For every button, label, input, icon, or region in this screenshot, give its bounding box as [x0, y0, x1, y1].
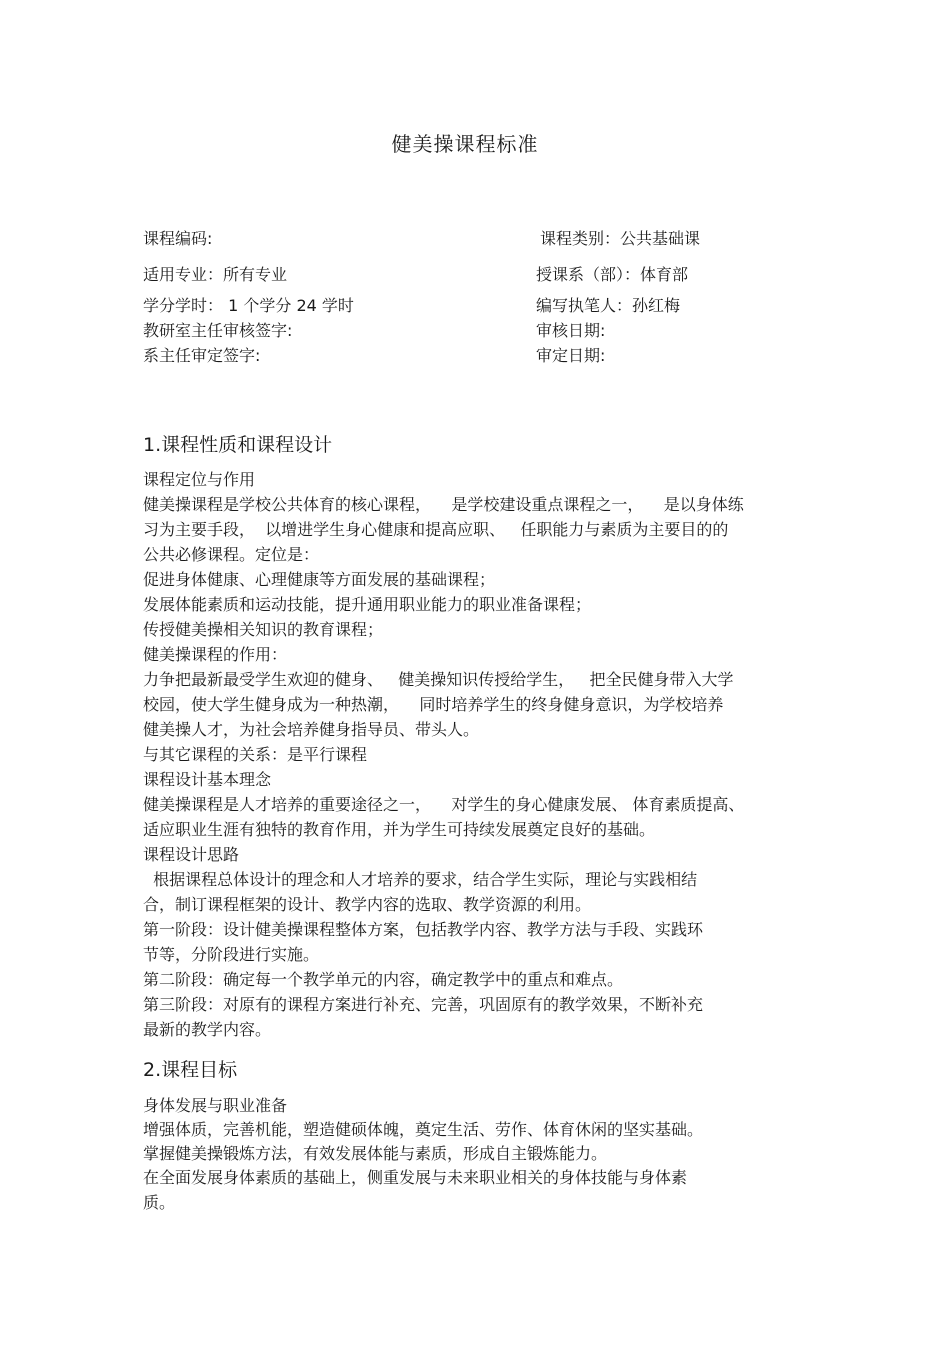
paragraph-line: 健美操课程的作用： — [143, 645, 288, 664]
paragraph-line: 合，制订课程框架的设计、教学内容的选取、教学资源的利用。 — [143, 895, 592, 914]
paragraph-line: 质。 — [143, 1193, 176, 1212]
review-date-field: 审核日期: — [536, 321, 606, 340]
paragraph-line: 与其它课程的关系：是平行课程 — [143, 745, 368, 764]
paragraph-line: 适应职业生涯有独特的教育作用，并为学生可持续发展奠定良好的基础。 — [143, 820, 656, 839]
paragraph-line: 促进身体健康、心理健康等方面发展的基础课程； — [143, 570, 496, 589]
paragraph-line: 增强体质，完善机能，塑造健硕体魄，奠定生活、劳作、体育休闲的坚实基础。 — [143, 1120, 704, 1139]
paragraph-line: 身体发展与职业准备 — [143, 1096, 288, 1115]
paragraph-line: 公共必修课程。定位是： — [143, 545, 320, 564]
course-code-field: 课程编码: — [143, 229, 213, 248]
paragraph-line: 第一阶段：设计健美操课程整体方案，包括教学内容、教学方法与手段、实践环 — [143, 920, 704, 939]
paragraph-line: 在全面发展身体素质的基础上，侧重发展与未来职业相关的身体技能与身体素 — [143, 1168, 688, 1187]
paragraph-line: 课程设计基本理念 — [143, 770, 272, 789]
paragraph-line: 第二阶段：确定每一个教学单元的内容，确定教学中的重点和难点。 — [143, 970, 624, 989]
author-field: 编写执笔人：孙红梅 — [536, 296, 681, 315]
section-heading: 2.课程目标 — [143, 1059, 238, 1081]
paragraph-line: 最新的教学内容。 — [143, 1020, 272, 1039]
paragraph-line: 根据课程总体设计的理念和人才培养的要求，结合学生实际，理论与实践相结 — [143, 870, 698, 889]
paragraph-line: 健美操课程是人才培养的重要途径之一， 对学生的身心健康发展、 体育素质提高、 — [143, 795, 745, 814]
paragraph-line: 传授健美操相关知识的教育课程； — [143, 620, 384, 639]
office-sign-field: 教研室主任审核签字: — [143, 321, 293, 340]
dean-sign-field: 系主任审定签字: — [143, 346, 261, 365]
credits-field: 学分学时： 1 个学分 24 学时 — [143, 296, 354, 315]
approve-date-field: 审定日期: — [536, 346, 606, 365]
paragraph-line: 课程设计思路 — [143, 845, 240, 864]
paragraph-line: 健美操人才，为社会培养健身指导员、带头人。 — [143, 720, 480, 739]
department-field: 授课系（部）：体育部 — [536, 265, 689, 284]
course-type-field: 课程类别：公共基础课 — [540, 229, 701, 248]
paragraph-line: 掌握健美操锻炼方法，有效发展体能与素质，形成自主锻炼能力。 — [143, 1144, 608, 1163]
major-field: 适用专业：所有专业 — [143, 265, 288, 284]
paragraph-line: 健美操课程是学校公共体育的核心课程， 是学校建设重点课程之一， 是以身体练 — [143, 495, 744, 514]
paragraph-line: 第三阶段：对原有的课程方案进行补充、完善，巩固原有的教学效果，不断补充 — [143, 995, 704, 1014]
paragraph-line: 力争把最新最受学生欢迎的健身、 健美操知识传授给学生， 把全民健身带入大学 — [143, 670, 734, 689]
paragraph-line: 发展体能素质和运动技能，提升通用职业能力的职业准备课程； — [143, 595, 592, 614]
paragraph-line: 校园，使大学生健身成为一种热潮， 同时培养学生的终身健身意识，为学校培养 — [143, 695, 724, 714]
paragraph-line: 课程定位与作用 — [143, 470, 256, 489]
paragraph-line: 习为主要手段， 以增进学生身心健康和提高应职、 任职能力与素质为主要目的的 — [143, 520, 729, 539]
section-heading: 1.课程性质和课程设计 — [143, 434, 333, 456]
paragraph-line: 节等，分阶段进行实施。 — [143, 945, 320, 964]
document-title: 健美操课程标准 — [391, 132, 539, 156]
